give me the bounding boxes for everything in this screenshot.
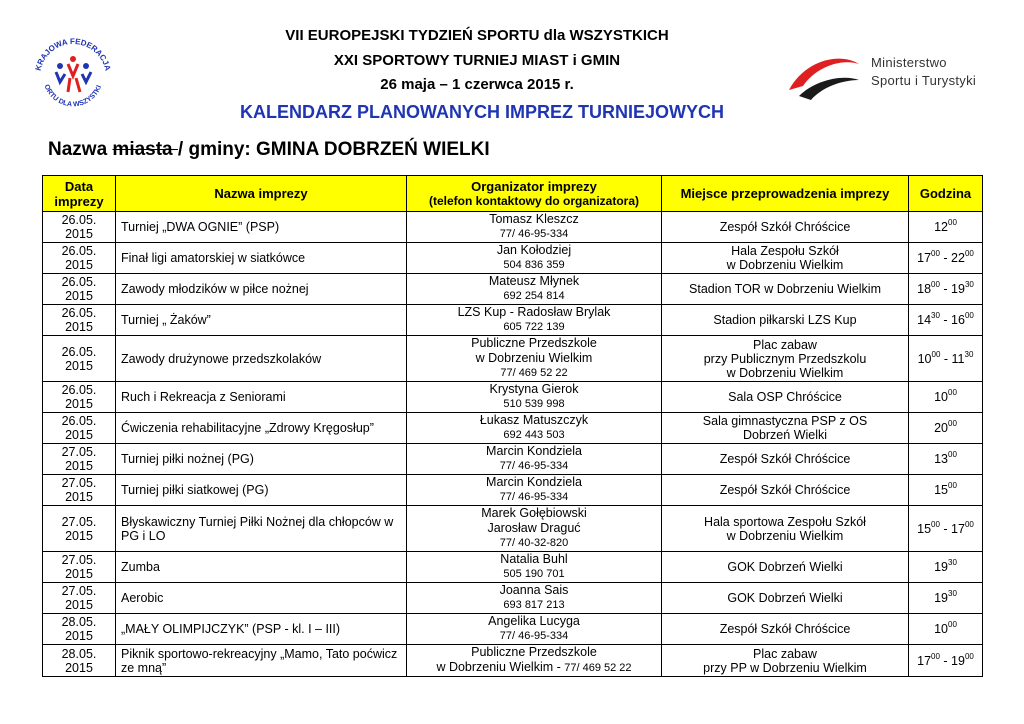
organizer-line [410, 660, 658, 676]
event-name: Ćwiczenia rehabilitacyjne „Zdrowy Kręgosłup” [116, 413, 407, 444]
time-minute: 00 [948, 481, 957, 490]
time-hour: 19 [951, 282, 965, 296]
time-minute: 30 [964, 280, 974, 289]
event-venue [662, 552, 909, 583]
event-name: Finał ligi amatorskiej w siatkówce [116, 243, 407, 274]
organizer-line: Jan Kołodziej [496, 243, 572, 257]
time-minute: 00 [931, 519, 940, 529]
event-date-year: 2015 [65, 459, 93, 473]
venue-line: Zespół Szkół Chróścice [719, 220, 851, 234]
svg-text:KRAJOWA FEDERACJA: KRAJOWA FEDERACJA [33, 36, 113, 72]
calendar-heading: KALENDARZ PLANOWANYCH IMPREZ TURNIEJOWYCH [240, 102, 724, 122]
event-date [43, 583, 116, 614]
organizer-phone: 77/ 469 52 22 [500, 367, 568, 379]
event-date-year: 2015 [65, 289, 93, 303]
table-row [43, 645, 983, 677]
event-organizer [407, 583, 662, 614]
event-organizer [407, 243, 662, 274]
event-date [43, 552, 116, 583]
event-date-day: 27.05. [61, 445, 97, 459]
event-date-day: 26.05. [61, 275, 97, 289]
event-organizer [407, 382, 662, 413]
organizer-phone: 77/ 469 52 22 [564, 662, 632, 674]
event-date-day: 26.05. [61, 306, 97, 320]
time-hour: 14 [917, 313, 932, 327]
time-separator: - [939, 282, 952, 296]
col-header-time: Godzina [909, 176, 983, 212]
time-hour: 19 [951, 653, 965, 668]
place-middle: / gminy: [177, 139, 257, 160]
venue-line: Hala sportowa Zespołu Szkół [704, 514, 866, 529]
organizer-phone: 504 836 359 [503, 259, 565, 271]
time-hour: 17 [917, 653, 932, 668]
event-time [909, 274, 983, 305]
event-time [909, 444, 983, 475]
event-organizer [407, 645, 662, 677]
event-time [909, 336, 983, 382]
time-minute: 00 [964, 311, 974, 320]
time-minute: 00 [948, 620, 957, 629]
col-header-organizer [407, 176, 662, 212]
venue-line: GOK Dobrzeń Wielki [727, 560, 843, 574]
organizer-phone: 77/ 46-95-334 [499, 460, 569, 472]
event-date-year: 2015 [65, 490, 93, 504]
venue-line: przy PP w Dobrzeniu Wielkim [703, 660, 867, 675]
venue-line: Sala OSP Chróścice [728, 390, 842, 404]
event-name: „MAŁY OLIMPIJCZYK” (PSP - kl. I – III) [116, 614, 407, 645]
place-struck-word: miasta [112, 139, 178, 160]
event-name: Zawody drużynowe przedszkolaków [116, 336, 407, 382]
event-date-year: 2015 [65, 258, 93, 272]
venue-line: przy Publicznym Przedszkolu [703, 351, 867, 366]
table-row [43, 583, 983, 614]
venue-line: w Dobrzeniu Wielkim [726, 528, 844, 543]
time-hour: 10 [934, 622, 948, 636]
event-name: Zumba [116, 552, 407, 583]
event-date-day: 26.05. [61, 213, 97, 227]
event-venue [662, 645, 909, 677]
time-hour: 19 [934, 591, 948, 605]
event-date [43, 645, 116, 677]
header-dates: 26 maja – 1 czerwca 2015 r. [380, 76, 574, 93]
header-title: VII EUROPEJSKI TYDZIEŃ SPORTU dla WSZYSTKICH [285, 27, 669, 44]
organizer-phone: 505 190 701 [503, 568, 565, 580]
event-organizer [407, 506, 662, 552]
time-minute: 00 [964, 519, 974, 529]
table-row [43, 212, 983, 243]
event-time [909, 645, 983, 677]
event-name: Piknik sportowo-rekreacyjny „Mamo, Tato poćwicz ze mną” [116, 645, 407, 677]
event-name: Błyskawiczny Turniej Piłki Nożnej dla chłopców w PG i LO [116, 506, 407, 552]
municipality-line [48, 139, 490, 161]
organizer-phone: 77/ 46-95-334 [499, 630, 569, 642]
organizer-line: Mateusz Młynek [488, 274, 580, 288]
organizer-phone: 77/ 46-95-334 [499, 491, 569, 503]
organizer-phone: 77/ 40-32-820 [499, 537, 569, 549]
table-row [43, 336, 983, 382]
events-table [42, 175, 983, 677]
place-prefix: Nazwa [48, 139, 113, 160]
event-time [909, 243, 983, 274]
time-hour: 16 [951, 313, 965, 327]
organizer-line: Natalia Buhl [500, 552, 568, 566]
venue-line: Hala Zespołu Szkół [731, 244, 839, 258]
federation-logo [30, 32, 116, 118]
event-time [909, 475, 983, 506]
time-minute: 30 [948, 558, 957, 567]
table-row [43, 413, 983, 444]
organizer-line: Marek Gołębiowski [481, 506, 587, 520]
organizer-line: LZS Kup - Radosław Brylak [457, 305, 611, 319]
event-venue [662, 444, 909, 475]
time-hour: 11 [951, 351, 965, 366]
venue-line: Stadion piłkarski LZS Kup [713, 313, 857, 327]
event-venue [662, 475, 909, 506]
table-row [43, 614, 983, 645]
event-date-year: 2015 [65, 528, 93, 543]
venue-line: Zespół Szkół Chróścice [719, 452, 851, 466]
time-separator: - [940, 351, 952, 366]
event-date-day: 26.05. [61, 344, 97, 359]
table-row [43, 552, 983, 583]
time-hour: 17 [917, 251, 932, 265]
time-minute: 30 [948, 589, 957, 598]
time-hour: 15 [934, 483, 948, 497]
organizer-phone: 692 254 814 [503, 290, 565, 302]
event-venue [662, 305, 909, 336]
event-organizer [407, 305, 662, 336]
event-date-year: 2015 [65, 567, 93, 581]
organizer-phone: 77/ 46-95-334 [499, 228, 569, 240]
time-hour: 18 [917, 282, 932, 296]
table-row [43, 444, 983, 475]
event-date-day: 26.05. [61, 383, 97, 397]
time-minute: 00 [931, 249, 940, 258]
event-date [43, 506, 116, 552]
event-time [909, 212, 983, 243]
event-venue [662, 583, 909, 614]
event-date-day: 28.05. [61, 615, 97, 629]
event-date-day: 27.05. [61, 553, 97, 567]
venue-line: GOK Dobrzeń Wielki [727, 591, 843, 605]
ministry-name-line2: Sportu i Turystyki [871, 73, 977, 88]
col-header-name: Nazwa imprezy [116, 176, 407, 212]
event-date [43, 413, 116, 444]
organizer-line: Łukasz Matuszczyk [479, 413, 589, 427]
event-date-day: 27.05. [61, 514, 97, 529]
event-time [909, 506, 983, 552]
event-date-day: 26.05. [61, 414, 97, 428]
event-date [43, 614, 116, 645]
time-minute: 00 [931, 651, 940, 661]
time-hour: 19 [934, 560, 948, 574]
organizer-header-sub: (telefon kontaktowy do organizatora) [428, 194, 639, 208]
time-hour: 13 [934, 452, 948, 466]
organizer-line: Jarosław Draguć [487, 521, 581, 535]
venue-line: Zespół Szkół Chróścice [719, 483, 851, 497]
venue-line: w Dobrzeniu Wielkim [726, 365, 844, 380]
time-hour: 20 [934, 421, 948, 435]
time-minute: 00 [948, 218, 957, 227]
municipality-name: GMINA DOBRZEŃ WIELKI [256, 139, 490, 160]
event-date [43, 336, 116, 382]
time-minute: 30 [964, 349, 974, 359]
col-header-date: Data imprezy [43, 176, 116, 212]
event-time [909, 413, 983, 444]
organizer-phone: 692 443 503 [503, 429, 565, 441]
event-date [43, 444, 116, 475]
organizer-line: Marcin Kondziela [486, 475, 582, 489]
time-minute: 00 [948, 450, 957, 459]
event-venue [662, 614, 909, 645]
event-date-day: 27.05. [61, 584, 97, 598]
time-separator: - [939, 521, 952, 536]
event-date-day: 26.05. [61, 244, 97, 258]
event-name: Ruch i Rekreacja z Seniorami [116, 382, 407, 413]
time-minute: 30 [931, 311, 940, 320]
event-date-year: 2015 [65, 397, 93, 411]
time-separator: - [939, 313, 952, 327]
event-venue [662, 413, 909, 444]
time-minute: 00 [948, 419, 957, 428]
time-minute: 00 [964, 651, 974, 661]
event-date-year: 2015 [65, 358, 93, 373]
organizer-line: Marcin Kondziela [486, 444, 582, 458]
event-date-year: 2015 [65, 660, 93, 675]
event-time [909, 552, 983, 583]
time-hour: 15 [917, 521, 932, 536]
time-hour: 10 [917, 351, 932, 366]
organizer-line: Publiczne Przedszkole [471, 645, 597, 659]
time-minute: 00 [931, 349, 941, 359]
event-date [43, 212, 116, 243]
time-minute: 00 [931, 280, 940, 289]
organizer-line: Tomasz Kleszcz [489, 212, 579, 226]
venue-line: Sala gimnastyczna PSP z OS [702, 414, 868, 428]
event-name: Turniej „ Żaków” [116, 305, 407, 336]
table-row [43, 475, 983, 506]
header-subtitle: XXI SPORTOWY TURNIEJ MIAST i GMIN [333, 52, 621, 69]
venue-line: w Dobrzeniu Wielkim [726, 258, 844, 272]
event-date [43, 305, 116, 336]
event-venue [662, 243, 909, 274]
organizer-header-label: Organizator imprezy [471, 179, 597, 194]
time-hour: 12 [934, 220, 948, 234]
time-minute: 00 [948, 388, 957, 397]
event-organizer [407, 336, 662, 382]
time-separator: - [939, 653, 952, 668]
event-organizer [407, 212, 662, 243]
event-name: Turniej piłki nożnej (PG) [116, 444, 407, 475]
event-venue [662, 382, 909, 413]
event-venue [662, 506, 909, 552]
event-organizer [407, 413, 662, 444]
events-table-body [43, 212, 983, 677]
event-organizer [407, 475, 662, 506]
venue-line: Stadion TOR w Dobrzeniu Wielkim [689, 282, 881, 296]
svg-text:SPORTU DLA WSZYSTKICH: ORTU DLA WSZYSTKI [42, 83, 104, 109]
event-name: Turniej „DWA OGNIE” (PSP) [116, 212, 407, 243]
event-date-day: 27.05. [61, 476, 97, 490]
organizer-line: w Dobrzeniu Wielkim [475, 351, 593, 365]
event-date-year: 2015 [65, 598, 93, 612]
event-organizer [407, 614, 662, 645]
time-hour: 17 [951, 521, 965, 536]
table-row [43, 274, 983, 305]
organizer-line-text: w Dobrzeniu Wielkim - [436, 660, 565, 674]
event-organizer [407, 444, 662, 475]
event-name: Turniej piłki siatkowej (PG) [116, 475, 407, 506]
event-date [43, 382, 116, 413]
time-separator: - [939, 251, 952, 265]
event-date-year: 2015 [65, 629, 93, 643]
organizer-line: Joanna Sais [499, 583, 569, 597]
venue-line: Plac zabaw [753, 646, 817, 661]
event-time [909, 583, 983, 614]
time-hour: 22 [951, 251, 965, 265]
event-time [909, 382, 983, 413]
event-organizer [407, 552, 662, 583]
event-venue [662, 336, 909, 382]
event-name: Zawody młodzików w piłce nożnej [116, 274, 407, 305]
organizer-line: Krystyna Gierok [489, 382, 579, 396]
organizer-phone: 693 817 213 [503, 599, 565, 611]
organizer-line: Angelika Lucyga [488, 614, 580, 628]
event-organizer [407, 274, 662, 305]
event-time [909, 305, 983, 336]
time-minute: 00 [964, 249, 974, 258]
col-header-venue: Miejsce przeprowadzenia imprezy [662, 176, 909, 212]
venue-line: Dobrzeń Wielki [742, 428, 828, 442]
event-date-day: 28.05. [61, 646, 97, 661]
table-row [43, 382, 983, 413]
event-time [909, 614, 983, 645]
event-date-year: 2015 [65, 428, 93, 442]
organizer-phone: 510 539 998 [503, 398, 565, 410]
ministry-name-line1: Ministerstwo [871, 55, 947, 70]
event-date-year: 2015 [65, 320, 93, 334]
event-date [43, 475, 116, 506]
event-date [43, 243, 116, 274]
event-name: Aerobic [116, 583, 407, 614]
table-row [43, 506, 983, 552]
venue-line: Plac zabaw [753, 337, 817, 352]
time-hour: 10 [934, 390, 948, 404]
table-row [43, 305, 983, 336]
ministry-logo [785, 50, 985, 110]
event-venue [662, 212, 909, 243]
event-venue [662, 274, 909, 305]
organizer-line: Publiczne Przedszkole [471, 336, 597, 350]
table-row [43, 243, 983, 274]
venue-line: Zespół Szkół Chróścice [719, 622, 851, 636]
event-date-year: 2015 [65, 227, 93, 241]
organizer-phone: 605 722 139 [503, 321, 565, 333]
event-date [43, 274, 116, 305]
